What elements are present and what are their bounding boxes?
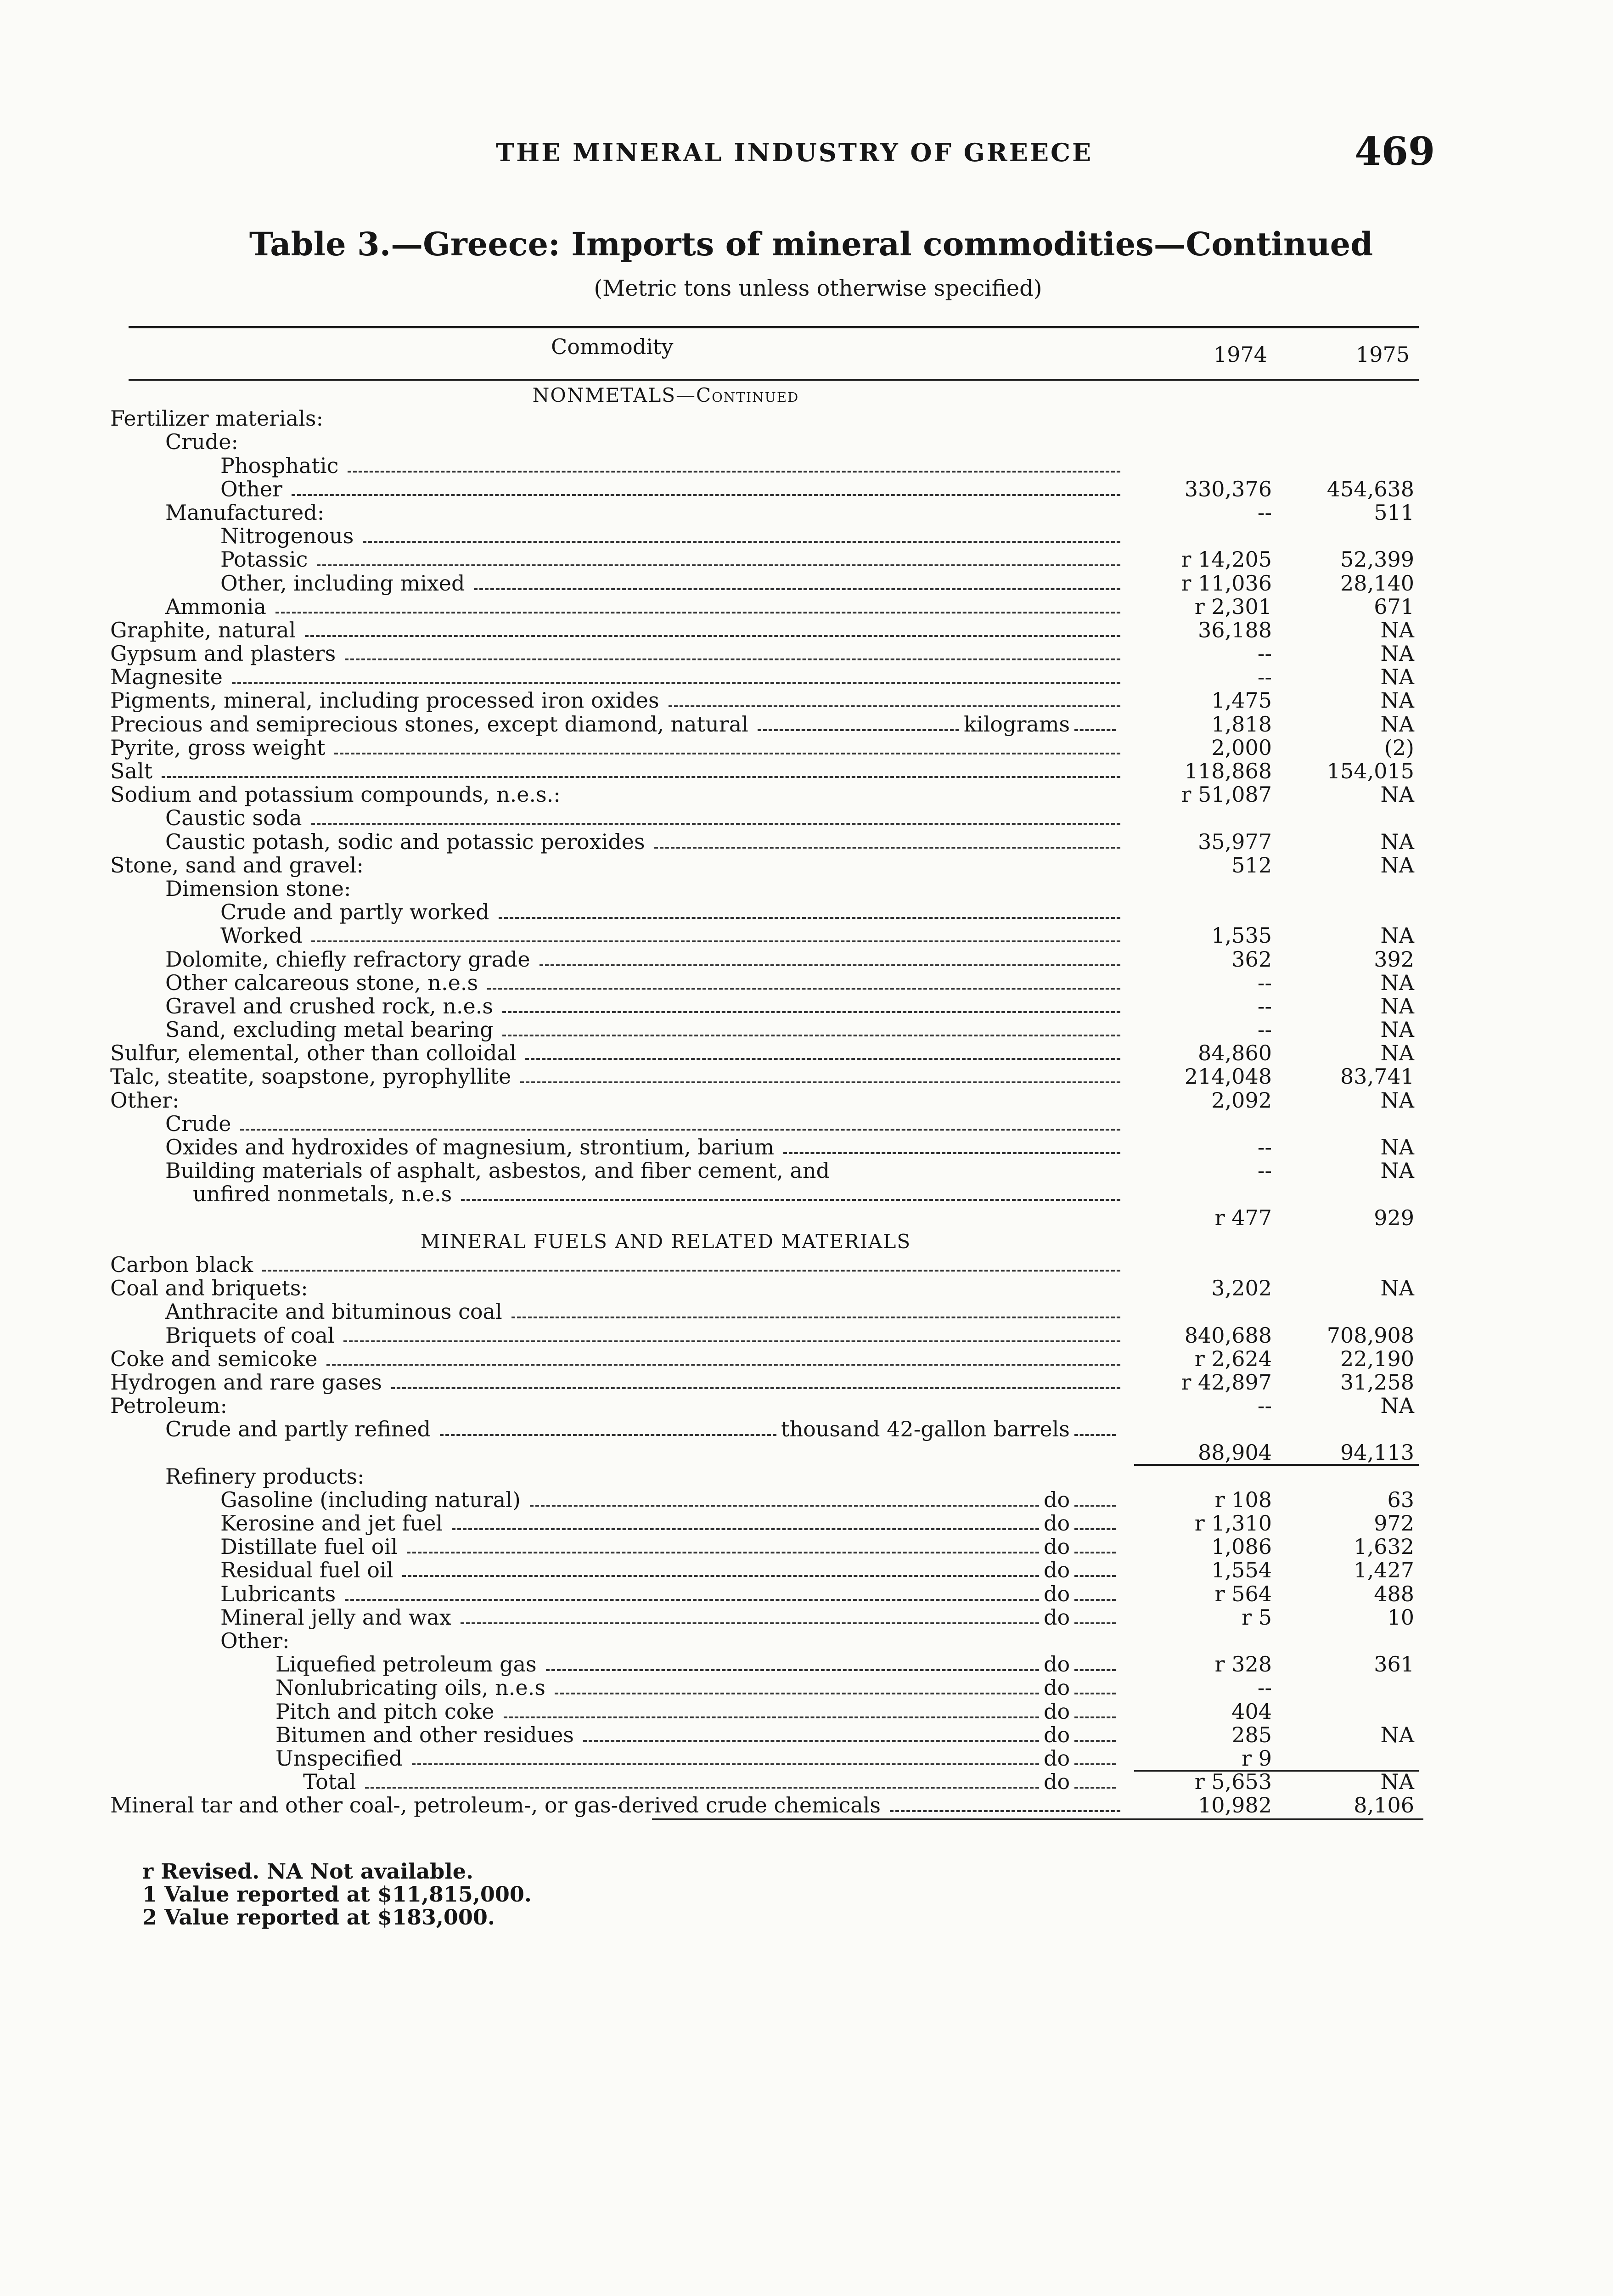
value-1975: NA: [1380, 970, 1414, 995]
table-row: [110, 1041, 1423, 1065]
value-1975: NA: [1380, 1041, 1414, 1066]
value-1974: 88,904: [1198, 1440, 1272, 1465]
footnote: 2 Value reported at $183,000.: [142, 1905, 495, 1930]
section-heading: [110, 383, 1423, 407]
dot-leader: [1074, 1787, 1116, 1789]
value-1975: NA: [1380, 1135, 1414, 1159]
dot-leader: [1074, 1528, 1116, 1530]
value-1974: 285: [1231, 1722, 1272, 1747]
value-1974: r 51,087: [1181, 782, 1272, 807]
table-row: [110, 900, 1423, 924]
dot-leader: [365, 1787, 1039, 1789]
unit-label: do: [1044, 1581, 1070, 1606]
dot-leader: [502, 1035, 1120, 1036]
value-1974: 404: [1231, 1699, 1272, 1724]
row-label: Crude and partly worked: [220, 900, 489, 925]
table-row: [110, 1089, 1423, 1112]
value-1974: --: [1257, 1017, 1272, 1042]
table-row: [110, 619, 1423, 642]
value-1974: --: [1257, 1135, 1272, 1159]
dot-leader: [345, 1599, 1039, 1601]
row-label: Crude and partly refined: [165, 1417, 431, 1442]
row-label: Graphite, natural: [110, 617, 296, 642]
value-1974: --: [1257, 993, 1272, 1019]
table-row: [110, 948, 1423, 971]
row-label: Gypsum and plasters: [110, 641, 336, 666]
dot-leader: [348, 471, 1120, 473]
value-1975: 28,140: [1340, 570, 1414, 596]
table-row: [110, 995, 1423, 1018]
table-row: [110, 1253, 1423, 1277]
dot-leader: [162, 776, 1120, 778]
table-row: [110, 1723, 1423, 1747]
row-label: Crude:: [165, 429, 238, 455]
table-row: [110, 854, 1423, 877]
dot-leader: [1074, 1693, 1116, 1694]
table-row: [110, 1559, 1423, 1582]
dot-leader: [511, 1317, 1120, 1318]
table-row: [110, 501, 1423, 524]
value-1975: 454,638: [1326, 476, 1414, 501]
dot-leader: [555, 1693, 1039, 1694]
unit-label: do: [1044, 1722, 1070, 1747]
dot-leader: [1074, 1740, 1116, 1742]
table-row: [110, 665, 1423, 689]
dot-leader: [546, 1669, 1039, 1671]
table-row: [110, 1488, 1423, 1512]
dot-leader: [412, 1763, 1039, 1765]
row-label: Other calcareous stone, n.e.s: [165, 970, 478, 995]
table-row: [110, 806, 1423, 830]
value-1975: NA: [1380, 1087, 1414, 1113]
row-label: Caustic potash, sodic and potassic peroxides: [165, 829, 645, 854]
dot-leader: [1074, 1599, 1116, 1601]
value-1975: 83,741: [1340, 1064, 1414, 1089]
value-1975: 8,106: [1354, 1793, 1414, 1818]
row-label: Gravel and crushed rock, n.e.s: [165, 993, 493, 1019]
table-row: [110, 1606, 1423, 1629]
value-1974: --: [1257, 970, 1272, 995]
table-row: [110, 1136, 1423, 1159]
value-1975: 1,632: [1354, 1534, 1414, 1559]
value-1974: r 2,301: [1194, 594, 1272, 619]
value-1975: 972: [1374, 1511, 1414, 1536]
row-label: unfired nonmetals, n.e.s: [193, 1182, 452, 1207]
dot-leader: [461, 1622, 1039, 1624]
unit-label: do: [1044, 1675, 1070, 1700]
row-label: Kerosine and jet fuel: [220, 1511, 443, 1536]
column-header-1974: 1974: [1213, 342, 1267, 367]
unit-label: do: [1044, 1699, 1070, 1724]
row-label: Briquets of coal: [165, 1322, 335, 1348]
row-label: Coke and semicoke: [110, 1346, 318, 1371]
row-label: Potassic: [220, 547, 308, 572]
value-1974: 214,048: [1184, 1064, 1272, 1089]
dot-leader: [540, 964, 1120, 966]
dot-leader: [890, 1810, 1120, 1812]
dot-leader: [1074, 1505, 1116, 1507]
value-1974: 512: [1231, 852, 1272, 878]
value-1974: r 5: [1242, 1604, 1272, 1630]
row-label: Mineral tar and other coal-, petroleum-, or gas-derived crude chemicals: [110, 1793, 881, 1818]
unit-label: do: [1044, 1487, 1070, 1512]
table-row: [110, 478, 1423, 501]
value-1974: 1,554: [1211, 1558, 1272, 1583]
value-1975: NA: [1380, 852, 1414, 878]
table-row: [110, 1347, 1423, 1371]
row-label: Nonlubricating oils, n.e.s: [275, 1675, 545, 1700]
table-row: [110, 1394, 1423, 1418]
dot-leader: [783, 1152, 1120, 1154]
dot-leader: [317, 564, 1120, 566]
value-1974: 118,868: [1184, 759, 1272, 783]
dot-leader: [232, 682, 1120, 684]
table-row: [110, 1065, 1423, 1088]
column-header-commodity: Commodity: [551, 334, 674, 359]
row-label: Ammonia: [165, 594, 266, 619]
dot-leader: [520, 1081, 1120, 1083]
dot-leader: [1074, 1434, 1116, 1436]
row-label: Hydrogen and rare gases: [110, 1369, 382, 1395]
row-label: Unspecified: [275, 1745, 403, 1771]
value-1974: --: [1257, 1675, 1272, 1700]
dot-leader: [1074, 1575, 1116, 1577]
row-label: Dimension stone:: [165, 876, 351, 901]
table-row: [110, 642, 1423, 665]
table-row: [110, 1112, 1423, 1136]
table-row: [110, 877, 1423, 900]
value-1975: NA: [1380, 829, 1414, 854]
table-row: [110, 572, 1423, 595]
header-bottom-rule: [129, 379, 1419, 381]
dot-leader: [343, 1340, 1120, 1342]
value-1975: NA: [1380, 1158, 1414, 1183]
row-label: Nitrogenous: [220, 523, 354, 549]
value-1975: NA: [1380, 782, 1414, 807]
value-1975: NA: [1380, 711, 1414, 737]
dot-leader: [440, 1434, 776, 1436]
table-row: [110, 1653, 1423, 1676]
row-label: Sand, excluding metal bearing: [165, 1017, 494, 1042]
value-1975: NA: [1380, 923, 1414, 948]
value-1974: 362: [1231, 946, 1272, 972]
dot-leader: [311, 940, 1120, 942]
row-label: Oxides and hydroxides of magnesium, strontium, barium: [165, 1135, 775, 1159]
dot-leader: [474, 588, 1120, 590]
value-1974: --: [1257, 1158, 1272, 1183]
value-1975: NA: [1380, 664, 1414, 690]
value-1975: NA: [1380, 1017, 1414, 1042]
value-1974: --: [1257, 500, 1272, 525]
dot-leader: [1074, 1552, 1116, 1553]
unit-label: do: [1044, 1745, 1070, 1771]
table-row: [110, 1535, 1423, 1559]
dot-leader: [311, 823, 1120, 825]
value-1975: 392: [1374, 946, 1414, 972]
footnotes: [142, 1860, 532, 1929]
table-row: [110, 454, 1423, 478]
value-1974: 1,535: [1211, 923, 1272, 948]
value-1974: --: [1257, 1393, 1272, 1418]
value-1975: NA: [1380, 617, 1414, 642]
header-top-rule: [129, 326, 1419, 328]
dot-leader: [583, 1740, 1039, 1742]
value-1974: r 42,897: [1181, 1369, 1272, 1395]
table-row: [110, 1700, 1423, 1723]
row-label: Carbon black: [110, 1252, 253, 1277]
value-1974: 2,092: [1211, 1087, 1272, 1113]
row-label: NONMETALS—Continued: [532, 384, 799, 406]
row-label: Gasoline (including natural): [220, 1487, 521, 1512]
dot-leader: [402, 1575, 1039, 1577]
dot-leader: [326, 1364, 1120, 1366]
value-1974: r 9: [1242, 1745, 1272, 1771]
value-1975: 1,427: [1354, 1558, 1414, 1583]
unit-label: thousand 42-gallon barrels: [781, 1417, 1070, 1442]
dot-leader: [461, 1199, 1120, 1201]
row-label: Petroleum:: [110, 1393, 227, 1418]
value-1974: r 11,036: [1181, 570, 1272, 596]
table-row: [110, 1676, 1423, 1699]
table-row: [110, 1277, 1423, 1300]
row-label: Total: [303, 1769, 356, 1795]
row-label: Pigments, mineral, including processed iron oxides: [110, 688, 659, 713]
section-heading: [110, 1230, 1423, 1253]
dot-leader: [363, 541, 1120, 543]
row-label: Refinery products:: [165, 1463, 365, 1489]
value-1974: 84,860: [1198, 1041, 1272, 1066]
row-label: Worked: [220, 923, 303, 948]
value-1975: 63: [1387, 1487, 1414, 1512]
table-row: [110, 1512, 1423, 1535]
row-label: Mineral jelly and wax: [220, 1604, 451, 1630]
table-row: [110, 1300, 1423, 1323]
unit-label: kilograms: [964, 711, 1070, 737]
value-1975: NA: [1380, 993, 1414, 1019]
dot-leader: [504, 1716, 1039, 1718]
dot-leader: [758, 729, 959, 731]
dot-leader: [1074, 1669, 1116, 1671]
table-subtitle: (Metric tons unless otherwise specified): [594, 276, 1042, 301]
dot-leader: [525, 1058, 1120, 1060]
row-label: Pyrite, gross weight: [110, 735, 326, 760]
table-row: [110, 1324, 1423, 1347]
table-row: [110, 1629, 1423, 1653]
value-1974: 35,977: [1198, 829, 1272, 854]
value-1975: 929: [1374, 1205, 1414, 1230]
row-label: Stone, sand and gravel:: [110, 852, 364, 878]
value-1975: NA: [1380, 1722, 1414, 1747]
value-1974: r 477: [1214, 1205, 1272, 1230]
table-row: [110, 430, 1423, 454]
table-row: [110, 1418, 1423, 1441]
table-row: [110, 783, 1423, 806]
table-bottom-rule: [652, 1818, 1423, 1820]
unit-label: do: [1044, 1652, 1070, 1677]
value-1975: (2): [1384, 735, 1414, 760]
row-label: Precious and semiprecious stones, except diamond, natural: [110, 711, 748, 737]
dot-leader: [305, 635, 1120, 637]
table-row: [110, 1441, 1423, 1464]
row-label: MINERAL FUELS AND RELATED MATERIALS: [420, 1230, 911, 1253]
dot-leader: [530, 1505, 1039, 1507]
row-label: Residual fuel oil: [220, 1558, 393, 1583]
row-label: Other, including mixed: [220, 570, 465, 596]
row-label: Lubricants: [220, 1581, 336, 1606]
row-label: Other: [220, 476, 283, 501]
value-1974: r 328: [1214, 1652, 1272, 1677]
row-label: Sodium and potassium compounds, n.e.s.:: [110, 782, 561, 807]
value-1974: --: [1257, 664, 1272, 690]
table-row: [110, 1018, 1423, 1041]
value-1975: 10: [1387, 1604, 1414, 1630]
table-row: [110, 548, 1423, 571]
value-1974: 2,000: [1211, 735, 1272, 760]
row-label: Distillate fuel oil: [220, 1534, 398, 1559]
dot-leader: [452, 1528, 1039, 1530]
row-label: Pitch and pitch coke: [275, 1699, 495, 1724]
footnote: 1 Value reported at $11,815,000.: [142, 1882, 532, 1907]
dot-leader: [292, 494, 1120, 496]
value-1975: 154,015: [1326, 759, 1414, 783]
row-label: Manufactured:: [165, 500, 325, 525]
value-1974: 10,982: [1198, 1793, 1272, 1818]
value-1975: 361: [1374, 1652, 1414, 1677]
value-1974: 1,818: [1211, 711, 1272, 737]
table-row: [110, 1747, 1423, 1770]
value-1974: 3,202: [1211, 1276, 1272, 1301]
row-label: Anthracite and bituminous coal: [165, 1299, 502, 1324]
table-row: [110, 736, 1423, 760]
dot-leader: [345, 658, 1120, 660]
dot-leader: [502, 1011, 1120, 1013]
value-1975: 671: [1374, 594, 1414, 619]
dot-leader: [1074, 1622, 1116, 1624]
footnote: r Revised. NA Not available.: [142, 1859, 474, 1884]
row-label: Bitumen and other residues: [275, 1722, 574, 1747]
table-row: [110, 760, 1423, 783]
value-1975: 488: [1374, 1581, 1414, 1606]
value-1975: 708,908: [1326, 1322, 1414, 1348]
dot-leader: [1074, 1763, 1116, 1765]
dot-leader: [499, 917, 1120, 919]
table-row: [110, 1465, 1423, 1488]
value-1974: 1,475: [1211, 688, 1272, 713]
value-1974: 330,376: [1184, 476, 1272, 501]
dot-leader: [407, 1552, 1039, 1553]
row-label: Liquefied petroleum gas: [275, 1652, 537, 1677]
dot-leader: [654, 847, 1120, 849]
table-row: [110, 689, 1423, 712]
value-1975: NA: [1380, 641, 1414, 666]
table-row: [110, 524, 1423, 548]
table-row: [110, 1794, 1423, 1817]
value-1974: r 5,653: [1194, 1769, 1272, 1795]
table-row: [110, 971, 1423, 995]
dot-leader: [275, 612, 1120, 613]
dot-leader: [487, 988, 1120, 990]
dot-leader: [391, 1387, 1120, 1389]
table-row: [110, 1371, 1423, 1394]
row-label: Salt: [110, 759, 153, 783]
unit-label: do: [1044, 1511, 1070, 1536]
row-label: Other:: [220, 1628, 290, 1653]
value-1974: r 564: [1214, 1581, 1272, 1606]
row-label: Other:: [110, 1087, 180, 1113]
table-title: Table 3.—Greece: Imports of mineral commodities—Continued: [249, 225, 1373, 263]
dot-leader: [334, 753, 1120, 754]
row-label: Fertilizer materials:: [110, 406, 323, 431]
value-1974: 840,688: [1184, 1322, 1272, 1348]
table-row: [110, 1770, 1423, 1794]
value-1974: r 2,624: [1194, 1346, 1272, 1371]
value-1975: 22,190: [1340, 1346, 1414, 1371]
value-1974: r 1,310: [1194, 1511, 1272, 1536]
value-1974: r 108: [1214, 1487, 1272, 1512]
row-label: Magnesite: [110, 664, 223, 690]
column-header-1975: 1975: [1355, 342, 1410, 367]
value-1975: 94,113: [1340, 1440, 1414, 1465]
row-label: Sulfur, elemental, other than colloidal: [110, 1041, 517, 1066]
dot-leader: [1074, 1716, 1116, 1718]
unit-label: do: [1044, 1534, 1070, 1559]
unit-label: do: [1044, 1604, 1070, 1630]
dot-leader: [240, 1129, 1120, 1131]
value-1975: 52,399: [1340, 547, 1414, 572]
row-label: Caustic soda: [165, 805, 302, 831]
row-label: Talc, steatite, soapstone, pyrophyllite: [110, 1064, 511, 1089]
value-1975: NA: [1380, 1393, 1414, 1418]
value-1974: 1,086: [1211, 1534, 1272, 1559]
table-row: [110, 595, 1423, 619]
value-1974: --: [1257, 641, 1272, 666]
dot-leader: [669, 705, 1120, 707]
table-row: [110, 1206, 1423, 1230]
unit-label: do: [1044, 1558, 1070, 1583]
value-1974: 36,188: [1198, 617, 1272, 642]
commodity-table: [110, 383, 1423, 1817]
unit-label: do: [1044, 1769, 1070, 1795]
value-1975: 31,258: [1340, 1369, 1414, 1395]
dot-leader: [262, 1270, 1120, 1272]
row-label: Building materials of asphalt, asbestos, and fiber cement, and: [165, 1158, 830, 1183]
table-row: [110, 407, 1423, 430]
value-1974: r 14,205: [1181, 547, 1272, 572]
table-row: [110, 1182, 1423, 1206]
value-1975: 511: [1374, 500, 1414, 525]
value-1975: NA: [1380, 688, 1414, 713]
table-row: [110, 713, 1423, 736]
table-row: [110, 1159, 1423, 1182]
dot-leader: [1074, 729, 1116, 731]
table-row: [110, 924, 1423, 947]
row-label: Phosphatic: [220, 453, 339, 478]
value-1975: NA: [1380, 1769, 1414, 1795]
row-label: Coal and briquets:: [110, 1276, 308, 1301]
table-row: [110, 830, 1423, 854]
value-1975: NA: [1380, 1276, 1414, 1301]
table-row: [110, 1582, 1423, 1606]
running-head: THE MINERAL INDUSTRY OF GREECE: [496, 138, 1093, 167]
row-label: Crude: [165, 1111, 231, 1136]
row-label: Dolomite, chiefly refractory grade: [165, 946, 530, 972]
page-number: 469: [1354, 129, 1435, 174]
